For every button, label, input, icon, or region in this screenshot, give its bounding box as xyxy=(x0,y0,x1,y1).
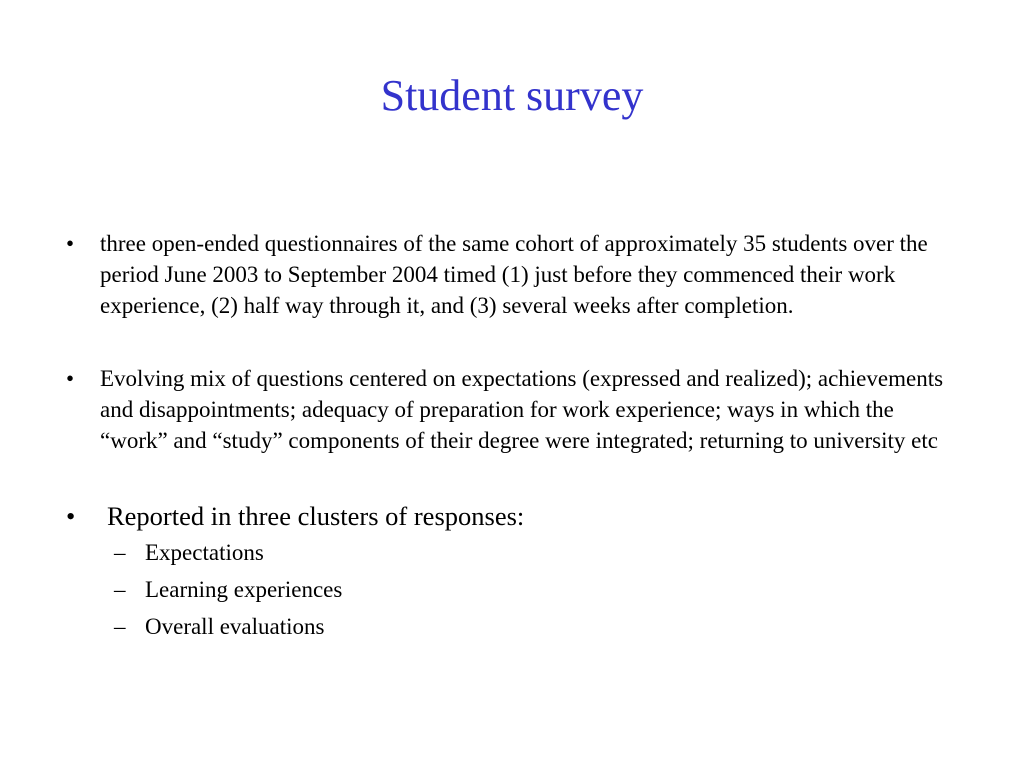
dash-marker: – xyxy=(114,540,126,565)
slide-body xyxy=(66,228,966,645)
slide-title: Student survey xyxy=(380,71,644,120)
dash-marker: – xyxy=(114,577,126,602)
sub-list-item xyxy=(66,571,966,608)
bullet-text: Evolving mix of questions centered on expectations (expressed and realized); achievements and disappointments; adequacy of preparation for work experience; ways in which the “work” and “study” components of their degree were integrated; returning to university etc xyxy=(100,366,944,453)
sub-item-text: Expectations xyxy=(145,540,264,565)
sub-list-item xyxy=(66,534,966,571)
sub-list-item xyxy=(66,608,966,645)
bullet-text: three open-ended questionnaires of the same cohort of approximately 35 students over the period June 2003 to September 2004 timed (1) just before they commenced their work experience, (2) half way through it, and (3) several weeks after completion. xyxy=(100,231,928,318)
bullet-item xyxy=(66,363,966,456)
bullet-marker: • xyxy=(66,231,75,256)
bullet-marker: • xyxy=(66,366,75,391)
sub-item-text: Learning experiences xyxy=(145,577,343,602)
sub-item-text: Overall evaluations xyxy=(145,614,325,639)
bullet-marker: • xyxy=(66,501,76,531)
sub-list xyxy=(66,534,966,645)
bullet-item xyxy=(66,499,966,533)
bullet-text: Reported in three clusters of responses: xyxy=(107,501,525,531)
dash-marker: – xyxy=(114,614,126,639)
bullet-item xyxy=(66,228,966,321)
